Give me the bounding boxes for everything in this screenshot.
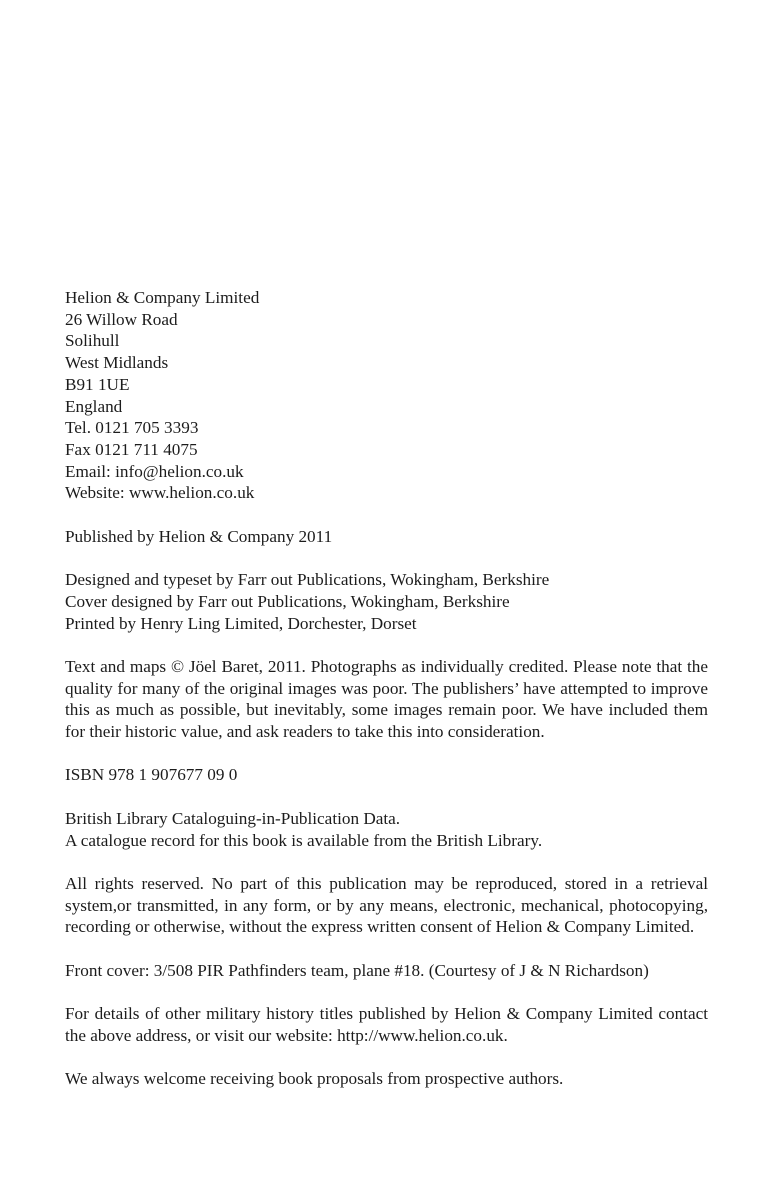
address-line-telephone: Tel. 0121 705 3393 xyxy=(65,418,199,438)
front-cover-line: Front cover: 3/508 PIR Pathfinders team, plane #18. (Courtesy of J & N Richardson) xyxy=(65,960,649,980)
address-line-website: Website: www.helion.co.uk xyxy=(65,483,255,503)
isbn xyxy=(65,764,708,786)
address-line-street: 26 Willow Road xyxy=(65,309,178,329)
published-statement xyxy=(65,526,708,548)
publisher-address xyxy=(65,287,708,504)
copyright-page xyxy=(65,287,708,1112)
cataloguing-data xyxy=(65,808,708,851)
proposals-line: We always welcome receiving book proposals from prospective authors. xyxy=(65,1069,564,1089)
published-line: Published by Helion & Company 2011 xyxy=(65,526,333,546)
rights-statement: All rights reserved. No part of this publication may be reproduced, stored in a retrieval system,or transmitted, in any form, or by any means, electronic, mechanical, photocopying, recording or otherwise, without the express written consent of Helion & Company Limited. xyxy=(65,873,708,937)
isbn-line: ISBN 978 1 907677 09 0 xyxy=(65,765,238,785)
address-line-country: England xyxy=(65,396,123,416)
address-line-company: Helion & Company Limited xyxy=(65,288,260,307)
address-line-town: Solihull xyxy=(65,331,120,351)
catalogue-record-line: A catalogue record for this book is available from the British Library. xyxy=(65,830,543,850)
cataloguing-line: British Library Cataloguing-in-Publication Data. xyxy=(65,808,401,828)
cover-design-credit: Cover designed by Farr out Publications, Wokingham, Berkshire xyxy=(65,591,510,611)
printer-credit: Printed by Henry Ling Limited, Dorchester, Dorset xyxy=(65,613,417,633)
address-line-fax: Fax 0121 711 4075 xyxy=(65,439,198,459)
typeset-credit: Designed and typeset by Farr out Publications, Wokingham, Berkshire xyxy=(65,570,550,590)
address-line-email: Email: info@helion.co.uk xyxy=(65,461,244,481)
address-line-postcode: B91 1UE xyxy=(65,374,130,394)
book-proposals-note xyxy=(65,1068,708,1090)
address-line-county: West Midlands xyxy=(65,353,169,373)
production-credits xyxy=(65,569,708,634)
other-titles-note: For details of other military history titles published by Helion & Company Limited contact the above address, or visit our website: http://www.helion.co.uk. xyxy=(65,1004,708,1045)
front-cover-credit xyxy=(65,960,708,982)
copyright-notice: Text and maps © Jöel Baret, 2011. Photographs as individually credited. Please note that the quality for many of the original images was poor. The publishers’ have attempted to improve this as much as possible, but inevitably, some images remain poor. We have included them for their historic value, and ask readers to take this into consideration. xyxy=(65,656,708,742)
